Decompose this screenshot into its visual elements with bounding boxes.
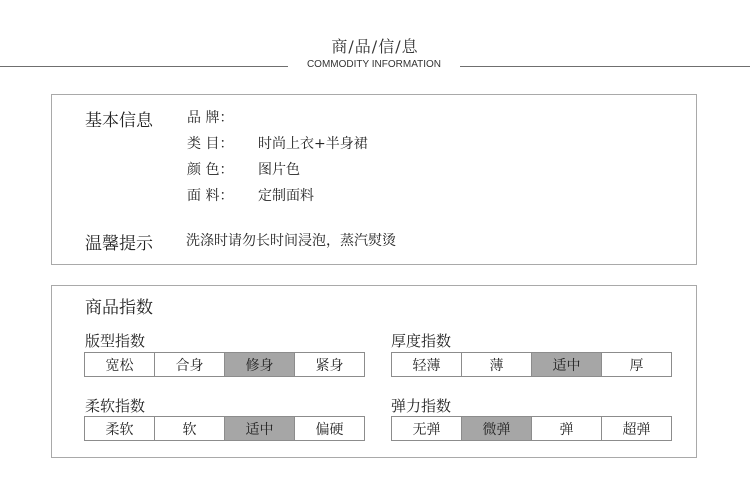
softness-option-firm: 偏硬 xyxy=(294,417,364,440)
thickness-option-light: 轻薄 xyxy=(412,357,441,374)
softness-index-label: 柔软指数 xyxy=(85,397,146,415)
divider-left xyxy=(0,66,288,67)
thickness-option-thin: 薄 xyxy=(461,353,531,376)
elasticity-index-label: 弹力指数 xyxy=(391,397,452,415)
elasticity-option-super: 超弹 xyxy=(601,417,671,440)
softness-option-slightly-soft: 软 xyxy=(154,417,224,440)
category-value: 时尚上衣+半身裙 xyxy=(258,136,368,152)
tips-text: 洗涤时请勿长时间浸泡，蒸汽熨烫 xyxy=(186,233,396,249)
category-key: 类 目： xyxy=(187,136,234,152)
softness-index-scale xyxy=(84,416,365,441)
thickness-index-scale xyxy=(391,352,672,377)
elasticity-option-none: 无弹 xyxy=(412,421,441,438)
elasticity-option-stretch: 弹 xyxy=(531,417,601,440)
brand-key: 品 牌： xyxy=(187,110,234,126)
color-value: 图片色 xyxy=(258,162,300,178)
product-index-title: 商品指数 xyxy=(85,298,153,318)
softness-option-medium: 适中 xyxy=(224,417,294,440)
fit-option-tight: 紧身 xyxy=(294,353,364,376)
section-title-cn: 商/品/信/息 xyxy=(331,37,419,56)
section-title-en: COMMODITY INFORMATION xyxy=(306,59,442,70)
thickness-option-thick: 厚 xyxy=(601,353,671,376)
fit-index-scale xyxy=(84,352,365,377)
section-title-row xyxy=(0,59,750,73)
fit-option-regular: 合身 xyxy=(154,353,224,376)
elasticity-index-scale xyxy=(391,416,672,441)
tips-label: 温馨提示 xyxy=(85,234,153,254)
fabric-value: 定制面料 xyxy=(258,188,314,204)
fit-option-loose: 宽松 xyxy=(105,357,134,374)
color-key: 颜 色： xyxy=(187,162,234,178)
divider-right xyxy=(460,66,750,67)
fit-index-label: 版型指数 xyxy=(85,332,146,350)
fit-option-slim: 修身 xyxy=(224,353,294,376)
fabric-key: 面 料： xyxy=(187,188,234,204)
thickness-option-medium: 适中 xyxy=(531,353,601,376)
basic-info-label: 基本信息 xyxy=(85,111,153,131)
softness-option-soft: 柔软 xyxy=(105,421,134,438)
elasticity-option-slight: 微弹 xyxy=(461,417,531,440)
thickness-index-label: 厚度指数 xyxy=(391,332,452,350)
